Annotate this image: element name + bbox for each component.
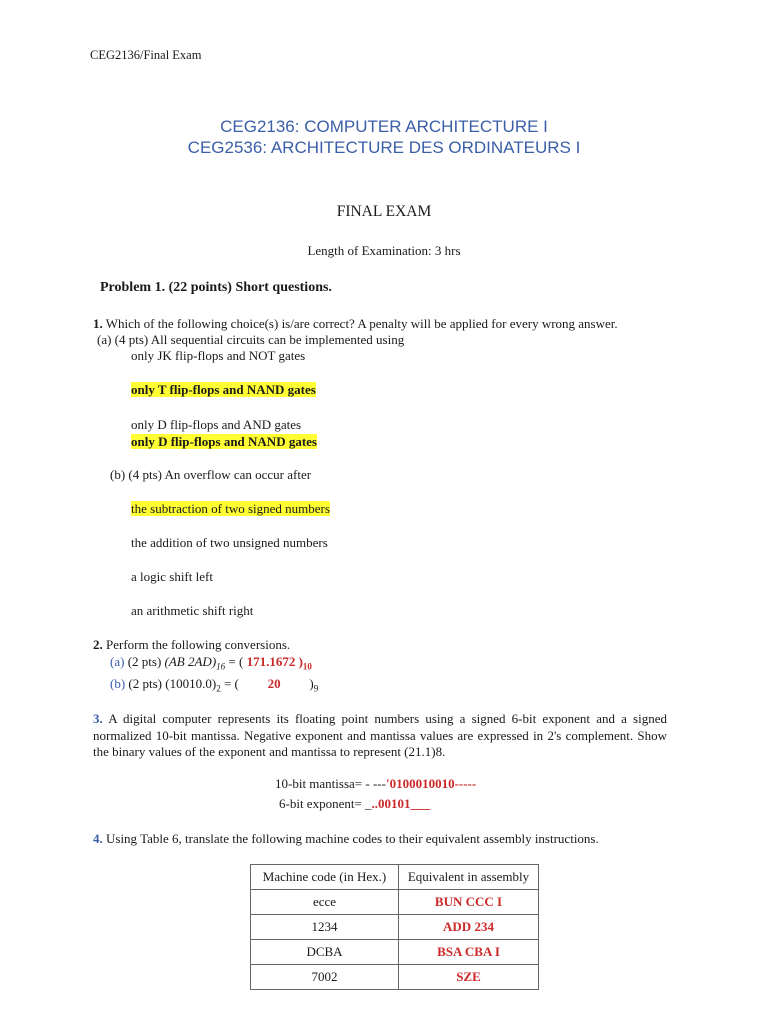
q3-exponent <box>279 796 430 812</box>
q1b-option-3: a logic shift left <box>131 569 213 584</box>
table-cell-assembly: SZE <box>399 965 539 990</box>
machine-code-table <box>250 864 539 990</box>
table-row <box>251 890 539 915</box>
q2b-label: (b) <box>110 676 126 691</box>
q1a-option-2-text: only T flip-flops and NAND gates <box>131 382 316 397</box>
q1a-option-3: only D flip-flops and AND gates <box>131 417 302 432</box>
q1a-option-4-text: only D flip-flops and NAND gates <box>131 434 317 449</box>
table-row <box>251 940 539 965</box>
problem-1-heading: Problem 1. (22 points) Short questions. <box>100 280 332 295</box>
q2-text: Perform the following conversions. <box>106 637 291 652</box>
q3-number: 3. <box>93 711 103 726</box>
q4-number: 4. <box>93 831 103 846</box>
q1b-option-1-text: the subtraction of two signed numbers <box>131 501 330 516</box>
q3-exponent-label: 6-bit exponent= _ <box>279 796 372 811</box>
table-header-row <box>251 865 539 890</box>
q1b-option-1 <box>131 501 330 517</box>
q1a-option-2 <box>131 382 316 398</box>
q2-number: 2. <box>93 637 103 652</box>
q1-question <box>93 316 618 332</box>
q3-question <box>93 711 667 761</box>
table-cell-assembly: BSA CBA I <box>399 940 539 965</box>
q2b-sub: 2 <box>216 683 221 694</box>
table-cell-code: DCBA <box>251 940 399 965</box>
q2a-close-sub: 10 <box>302 661 312 672</box>
table-cell-code: 7002 <box>251 965 399 990</box>
q2b-close: ) <box>309 676 314 691</box>
course-title-en: CEG2136: COMPUTER ARCHITECTURE I <box>220 117 548 136</box>
q2a-close: ) <box>298 654 303 669</box>
q2-question <box>93 637 290 653</box>
q2b-pts: (2 pts) <box>128 676 163 691</box>
q2a-label: (a) <box>110 654 125 669</box>
q3-exponent-answer: ..00101___ <box>371 796 431 811</box>
q2b-expr: (10010.0) <box>165 676 217 691</box>
exam-length: Length of Examination: 3 hrs <box>307 243 461 258</box>
running-header: CEG2136/Final Exam <box>90 48 202 62</box>
table-cell-assembly: ADD 234 <box>399 915 539 940</box>
table-cell-code: ecce <box>251 890 399 915</box>
q3-mantissa-label: 10-bit mantissa= - --- <box>275 776 386 791</box>
q1b-option-4: an arithmetic shift right <box>131 603 254 618</box>
q3-mantissa <box>275 776 476 792</box>
q1a-option-4 <box>131 434 317 450</box>
q2a-answer: 171.1672 <box>246 654 296 669</box>
q2b-close-sub: 9 <box>313 683 319 694</box>
q2b-eq: = ( <box>223 676 239 691</box>
table-header-assembly: Equivalent in assembly <box>399 865 539 890</box>
q1-number: 1. <box>93 316 103 331</box>
exam-title: FINAL EXAM <box>336 203 432 220</box>
q1a-label: (a) (4 pts) All sequential circuits can be implemented using <box>97 332 405 347</box>
q2b-answer: 20 <box>267 676 281 691</box>
table-cell-assembly: BUN CCC I <box>399 890 539 915</box>
course-title-fr: CEG2536: ARCHITECTURE DES ORDINATEURS I <box>187 138 581 157</box>
q1b-label: (b) (4 pts) An overflow can occur after <box>110 467 312 482</box>
table-row <box>251 915 539 940</box>
q3-text: A digital computer represents its floating point numbers using a signed 6-bit exponent and a signed normalized 10-bit mantissa. Negative exponent and mantissa values are expressed in 2's complement. Show the binary values of the exponent and mantissa to represent (21.1)8. <box>93 711 667 759</box>
q4-question <box>93 831 599 847</box>
q1a-option-1: only JK flip-flops and NOT gates <box>131 348 306 363</box>
q2a-sub: 16 <box>216 661 226 672</box>
q2b-line <box>110 676 318 694</box>
q2a-line <box>110 654 312 672</box>
table-row <box>251 965 539 990</box>
table-cell-code: 1234 <box>251 915 399 940</box>
q4-text: Using Table 6, translate the following machine codes to their equivalent assembly instructions. <box>106 831 599 846</box>
q3-mantissa-answer: '0100010010----- <box>385 776 477 791</box>
table-header-machine-code: Machine code (in Hex.) <box>251 865 399 890</box>
q1b-option-2: the addition of two unsigned numbers <box>131 535 328 550</box>
q2a-pts: (2 pts) <box>127 654 162 669</box>
q2a-expr: (AB 2AD) <box>164 654 217 669</box>
q1-text: Which of the following choice(s) is/are correct? A penalty will be applied for every wrong answer. <box>105 316 618 331</box>
q2a-eq: = ( <box>228 654 244 669</box>
